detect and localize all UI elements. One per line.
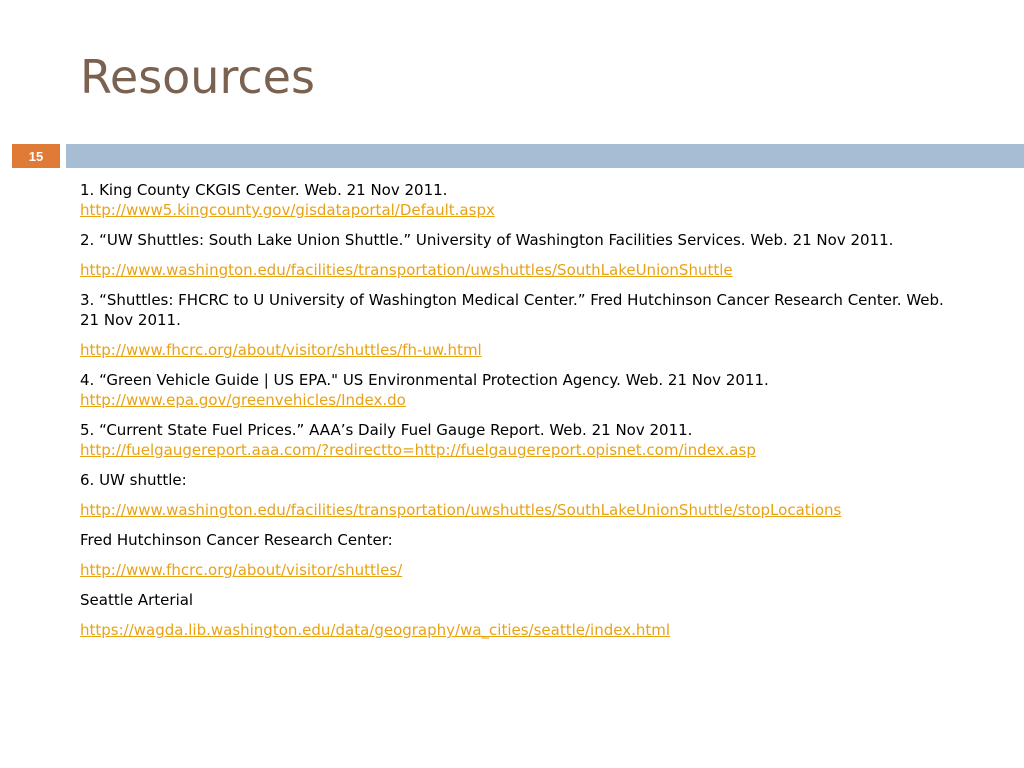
reference-4-text: 4. “Green Vehicle Guide | US EPA." US Environmental Protection Agency. Web. 21 Nov 2011. <box>80 371 769 389</box>
slide-number: 15 <box>12 144 60 168</box>
reference-8-text: Seattle Arterial <box>80 591 194 609</box>
reference-5 <box>80 420 960 460</box>
reference-8-link[interactable]: https://wagda.lib.washington.edu/data/geography/wa_cities/seattle/index.html <box>80 621 671 639</box>
reference-6-link-line <box>80 500 960 520</box>
reference-3-link-line <box>80 340 960 360</box>
reference-1 <box>80 180 960 220</box>
reference-8 <box>80 590 960 610</box>
reference-6-link[interactable]: http://www.washington.edu/facilities/transportation/uwshuttles/SouthLakeUnionShuttle/stopLocations <box>80 501 842 519</box>
reference-7-link[interactable]: http://www.fhcrc.org/about/visitor/shuttles/ <box>80 561 403 579</box>
reference-5-link[interactable]: http://fuelgaugereport.aaa.com/?redirectto=http://fuelgaugereport.opisnet.com/index.asp <box>80 441 756 459</box>
reference-2 <box>80 230 960 250</box>
reference-2-text: 2. “UW Shuttles: South Lake Union Shuttle.” University of Washington Facilities Services. Web. 21 Nov 2011. <box>80 231 894 249</box>
reference-1-link[interactable]: http://www5.kingcounty.gov/gisdataportal/Default.aspx <box>80 201 495 219</box>
reference-7-link-line <box>80 560 960 580</box>
reference-7 <box>80 530 960 550</box>
reference-2-link-line <box>80 260 960 280</box>
reference-6-text: 6. UW shuttle: <box>80 471 187 489</box>
references-list <box>80 180 960 650</box>
reference-2-link[interactable]: http://www.washington.edu/facilities/transportation/uwshuttles/SouthLakeUnionShuttle <box>80 261 733 279</box>
reference-8-link-line <box>80 620 960 640</box>
reference-6 <box>80 470 960 490</box>
reference-3-link[interactable]: http://www.fhcrc.org/about/visitor/shuttles/fh-uw.html <box>80 341 482 359</box>
reference-4-link[interactable]: http://www.epa.gov/greenvehicles/Index.do <box>80 391 406 409</box>
reference-1-text: 1. King County CKGIS Center. Web. 21 Nov 2011. <box>80 181 448 199</box>
reference-3-text: 3. “Shuttles: FHCRC to U University of Washington Medical Center.” Fred Hutchinson Cancer Research Center. Web. 21 Nov 2011. <box>80 291 944 329</box>
reference-3 <box>80 290 960 330</box>
slide-title: Resources <box>80 50 315 104</box>
reference-4 <box>80 370 960 410</box>
header-bar <box>66 144 1024 168</box>
reference-7-text: Fred Hutchinson Cancer Research Center: <box>80 531 393 549</box>
reference-5-text: 5. “Current State Fuel Prices.” AAA’s Daily Fuel Gauge Report. Web. 21 Nov 2011. <box>80 421 693 439</box>
